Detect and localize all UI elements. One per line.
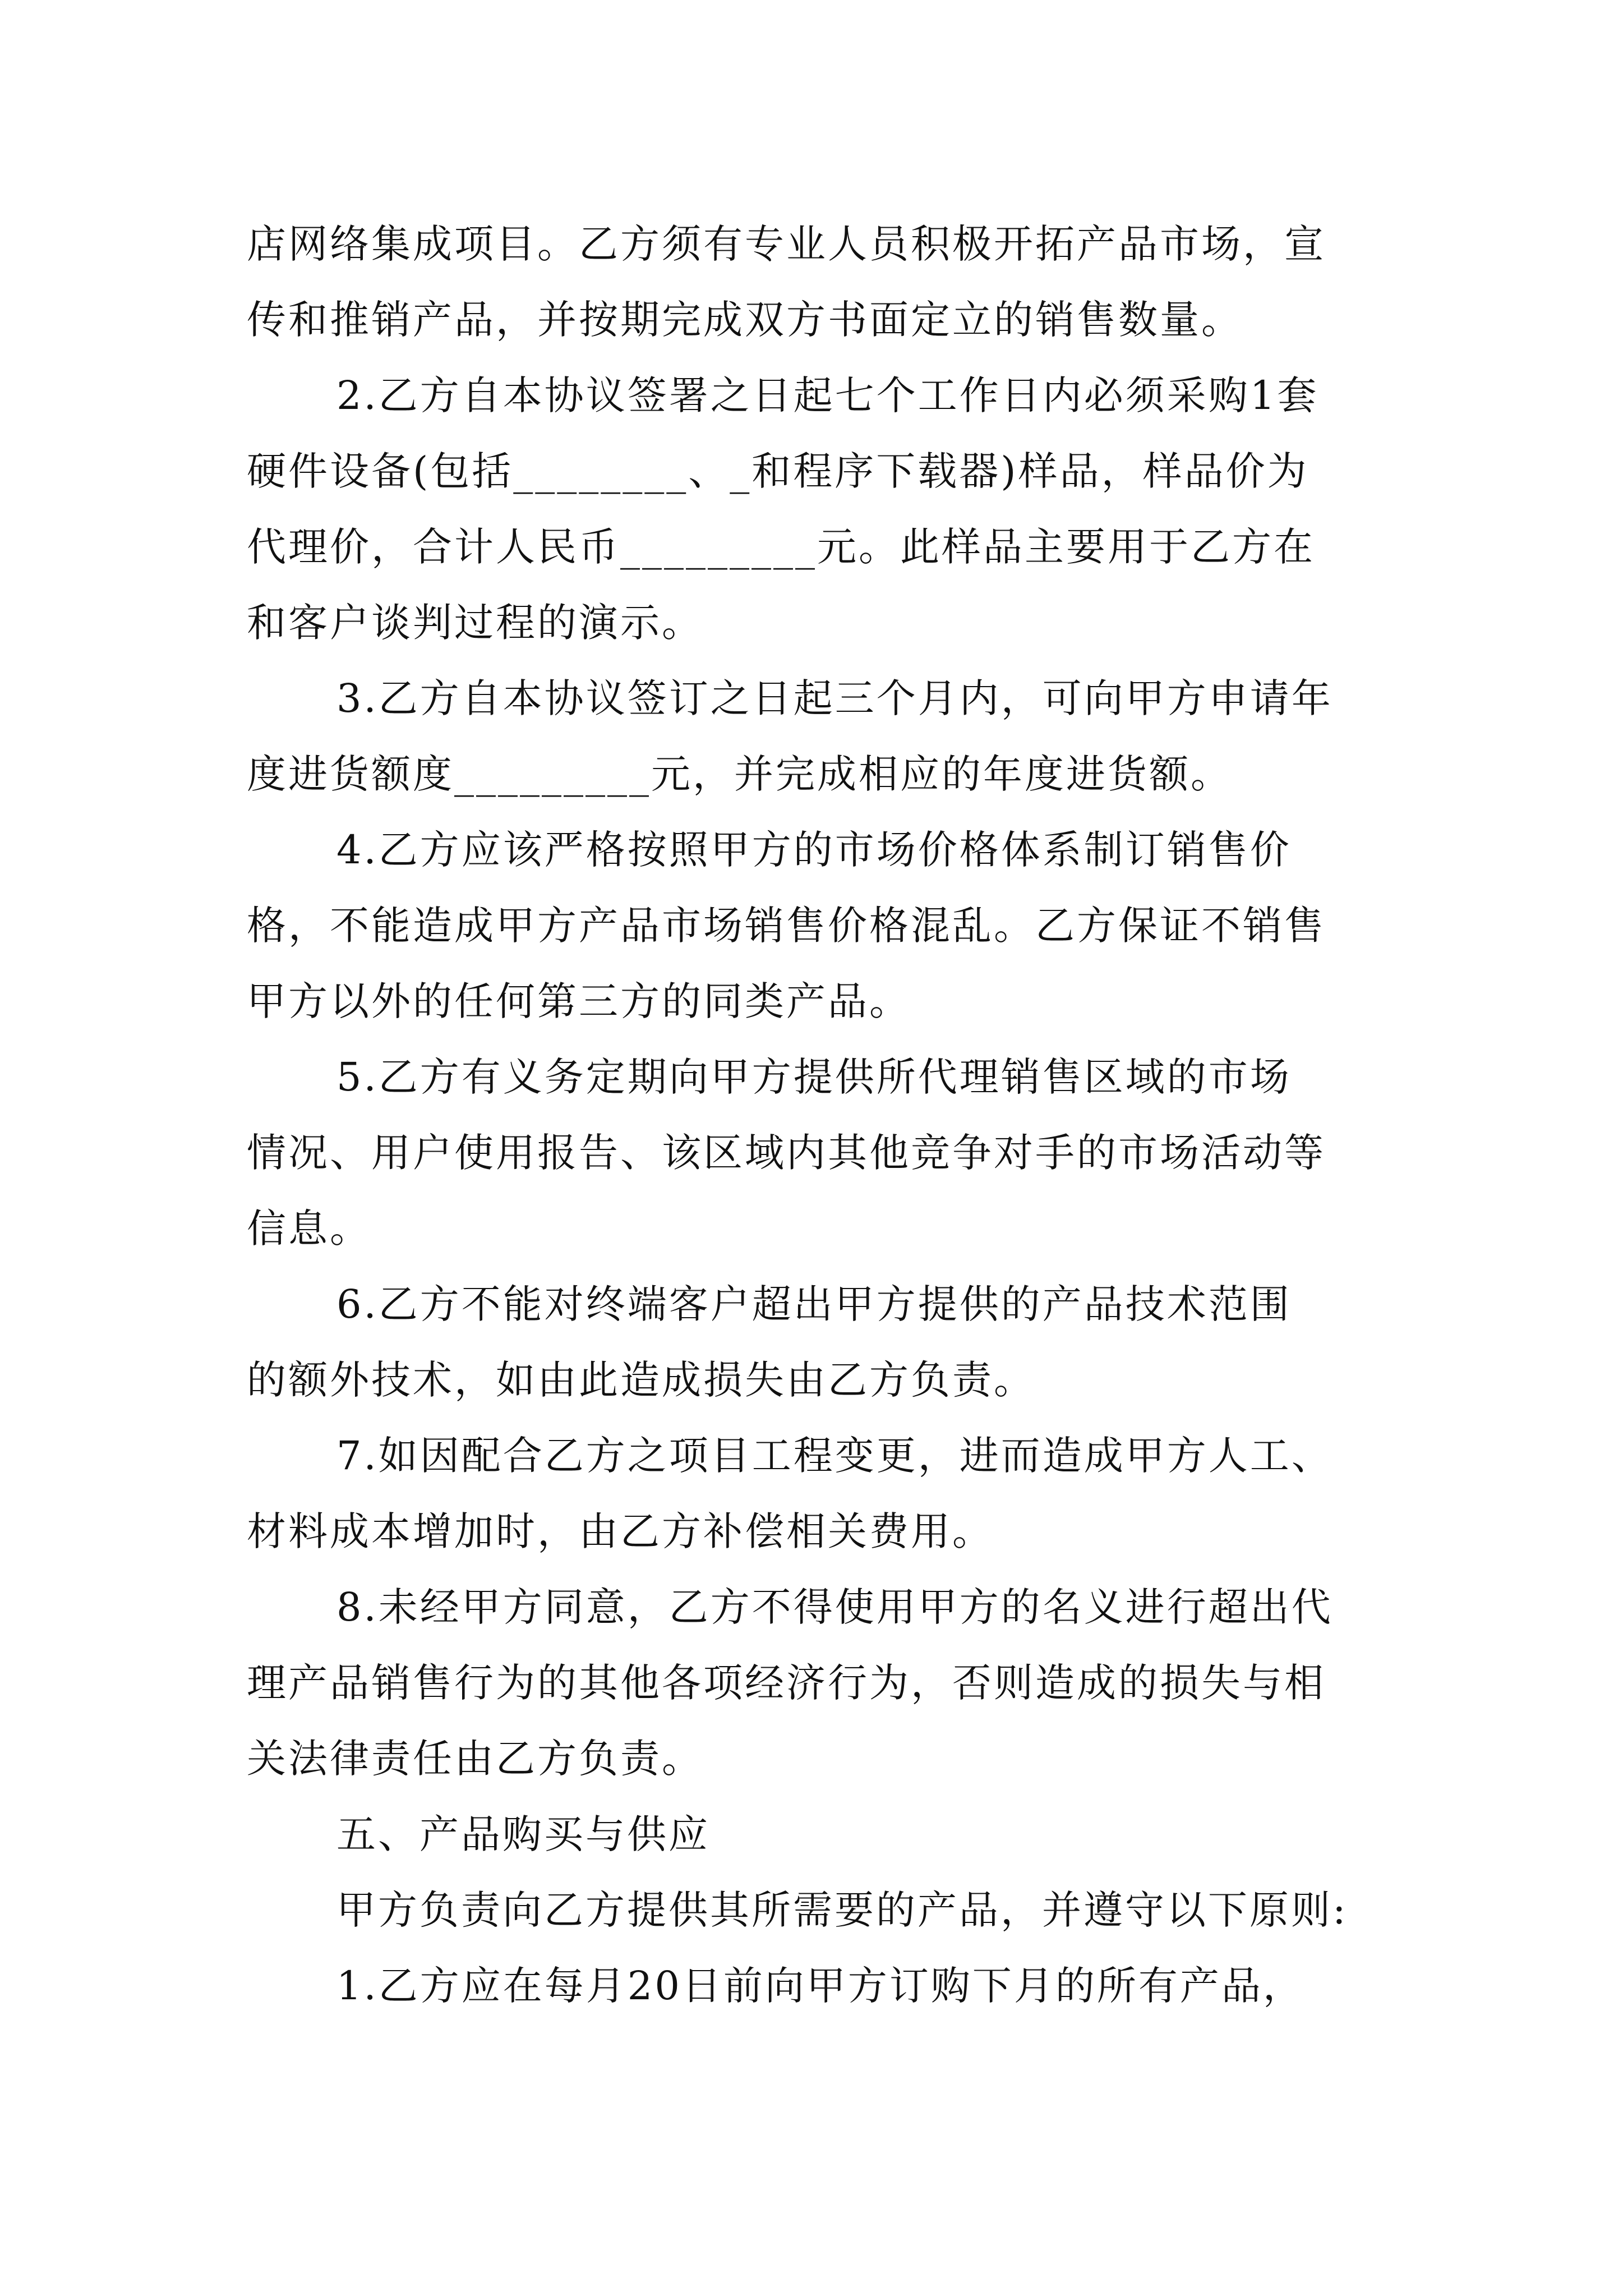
text-line: 关法律责任由乙方负责。 [247,1736,703,1782]
text-line: 的额外技术，如由此造成损失由乙方负责。 [247,1357,1035,1403]
text-line: 3.乙方自本协议签订之日起三个月内，可向甲方申请年 [336,675,1333,721]
text-line: 情况、用户使用报告、该区域内其他竞争对手的市场活动等 [247,1130,1326,1176]
text-line: 代理价，合计人民币_________元。此样品主要用于乙方在 [247,524,1315,570]
text-line: 店网络集成项目。乙方须有专业人员积极开拓产品市场，宣 [247,221,1326,267]
text-line: 5.乙方有义务定期向甲方提供所代理销售区域的市场 [336,1054,1292,1100]
text-line: 格，不能造成甲方产品市场销售价格混乱。乙方保证不销售 [247,903,1326,949]
text-line: 2.乙方自本协议签署之日起七个工作日内必须采购1套 [336,372,1319,418]
section-heading: 五、产品购买与供应 [336,1811,710,1857]
text-line: 传和推销产品，并按期完成双方书面定立的销售数量。 [247,297,1243,343]
text-line: 甲方以外的任何第三方的同类产品。 [247,978,911,1024]
text-line: 硬件设备(包括________、_和程序下载器)样品，样品价为 [247,448,1309,494]
text-line: 6.乙方不能对终端客户超出甲方提供的产品技术范围 [336,1281,1292,1327]
text-line: 4.乙方应该严格按照甲方的市场价格体系制订销售价 [336,827,1292,873]
text-line: 理产品销售行为的其他各项经济行为，否则造成的损失与相 [247,1660,1326,1706]
text-line: 1.乙方应在每月20日前向甲方订购下月的所有产品， [336,1963,1304,2009]
text-line: 8.未经甲方同意，乙方不得使用甲方的名义进行超出代 [336,1584,1333,1630]
text-line: 7.如因配合乙方之项目工程变更，进而造成甲方人工、 [336,1433,1333,1479]
text-line: 信息。 [247,1205,371,1251]
text-line: 甲方负责向乙方提供其所需要的产品，并遵守以下原则: [336,1887,1348,1933]
text-line: 材料成本增加时，由乙方补偿相关费用。 [247,1508,994,1554]
text-line: 度进货额度_________元，并完成相应的年度进货额。 [247,751,1232,797]
text-line: 和客户谈判过程的演示。 [247,600,703,646]
